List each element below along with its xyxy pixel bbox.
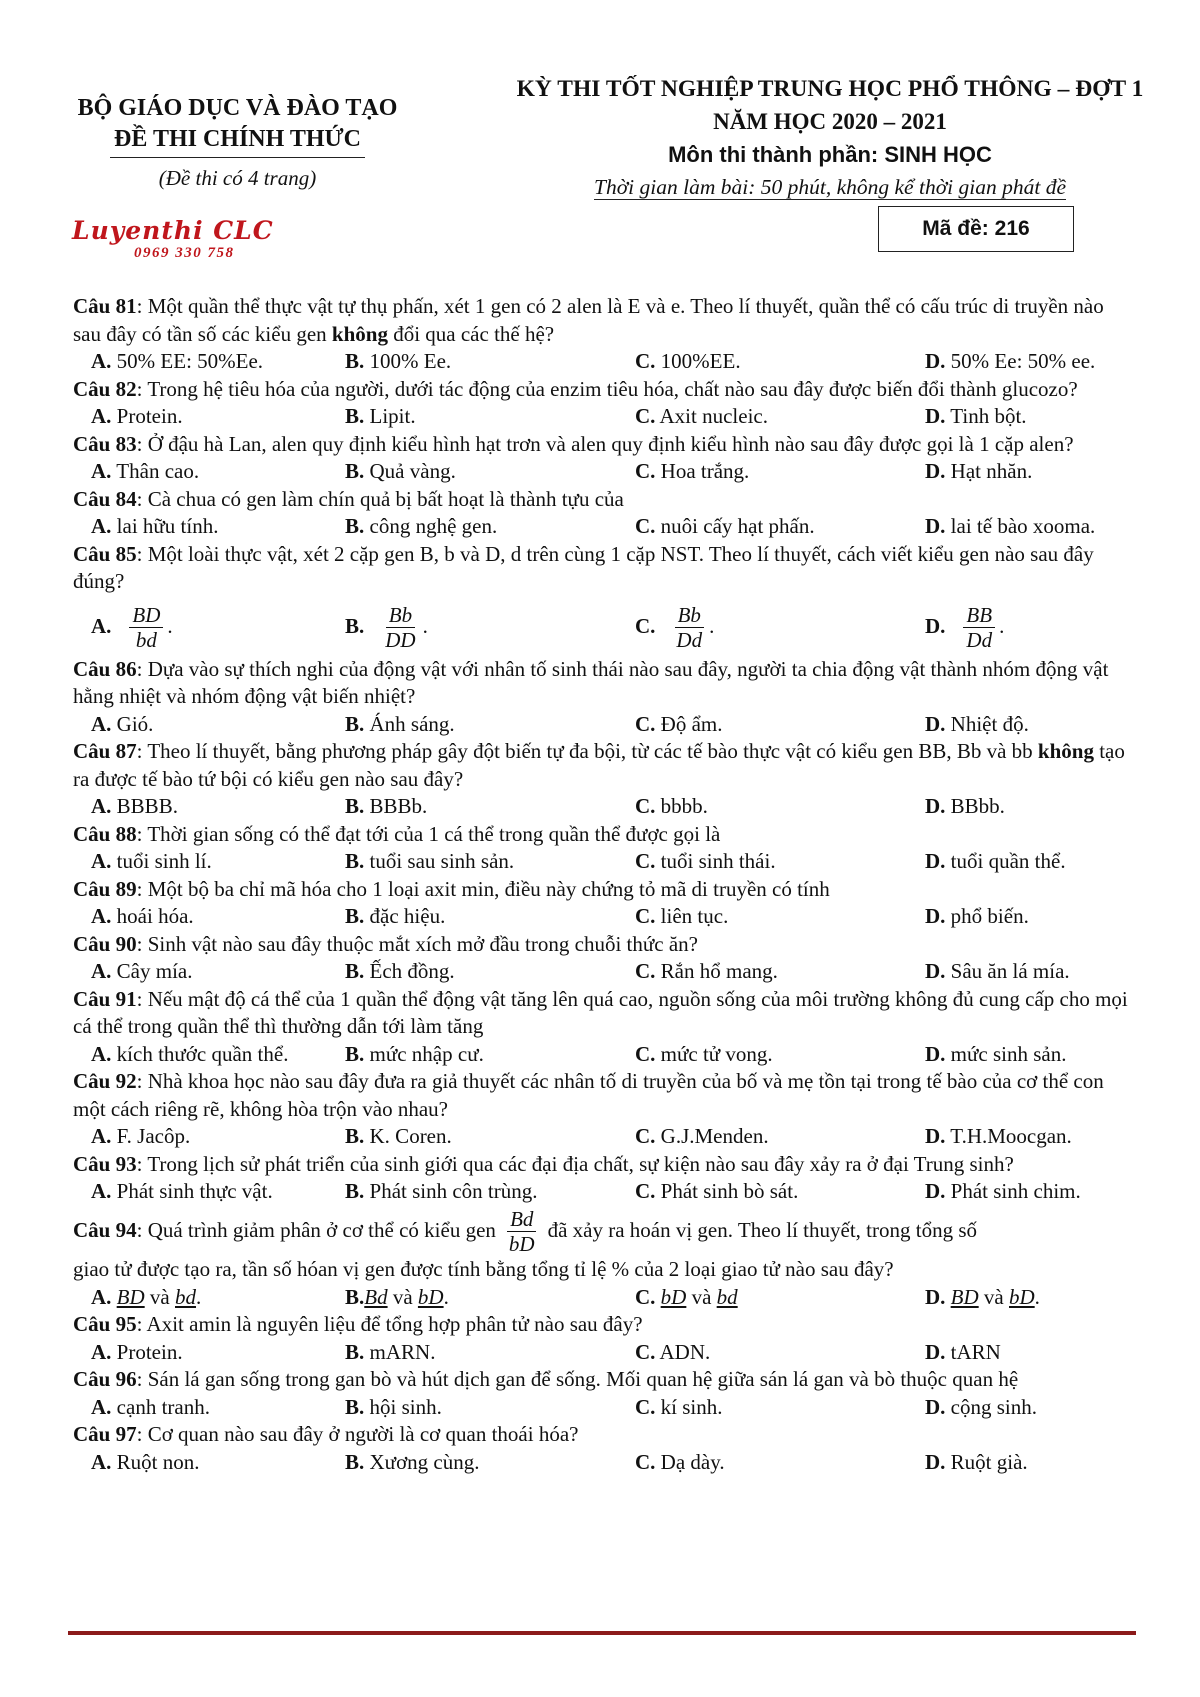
- question-88: Câu 88: Thời gian sống có thể đạt tới của 1 cá thể trong quần thể được gọi là: [73, 821, 721, 846]
- question-85: Câu 85: Một loài thực vật, xét 2 cặp gen B, b và D, d trên cùng 1 cặp NST. Theo lí thuyết, cách viết kiểu gen nào sau đây đúng?: [73, 541, 1094, 593]
- options-86: [73, 711, 1135, 739]
- brand-phone: 0969 330 758: [134, 245, 235, 261]
- option-d[interactable]: D. lai tế bào xooma.: [925, 514, 1096, 538]
- option-d[interactable]: D. Ruột già.: [925, 1449, 1028, 1474]
- option-a[interactable]: A. Gió.: [91, 711, 154, 736]
- option-c[interactable]: C. Hoa trắng.: [635, 459, 750, 483]
- option-a[interactable]: A. Protein.: [91, 1339, 183, 1364]
- options-97: [73, 1449, 1135, 1477]
- options-96: [73, 1394, 1135, 1422]
- question-93: Câu 93: Trong lịch sử phát triển của sinh giới qua các đại địa chất, sự kiện nào sau đây xảy ra ở đại Trung sinh?: [73, 1151, 1014, 1176]
- options-87: [73, 793, 1135, 821]
- option-b[interactable]: B. K. Coren.: [345, 1124, 452, 1148]
- option-b[interactable]: B. Ánh sáng.: [345, 711, 455, 736]
- question-87: Câu 87: Theo lí thuyết, bằng phương pháp gây đột biến tự đa bội, từ các tế bào thực vật có kiểu gen BB, Bb và bb không tạo ra được tế bào tứ bội có kiểu gen nào sau đây?: [73, 739, 1125, 791]
- genotype-fraction: $\frac{BD}{bd}$: [129, 603, 163, 652]
- option-b[interactable]: B. Lipit.: [345, 404, 416, 428]
- option-a[interactable]: A. BD và bd.: [91, 1284, 202, 1309]
- option-b[interactable]: B. $\frac{Bb}{DD}$ .: [345, 603, 428, 653]
- option-c[interactable]: C. Axit nucleic.: [635, 404, 768, 428]
- official-exam-label: ĐỀ THI CHÍNH THỨC: [110, 124, 365, 158]
- question-94-cont: giao tử được tạo ra, tần số hóan vị gen được tính bằng tổng tỉ lệ % của 2 loại giao tử nào sau đây?: [73, 1257, 894, 1282]
- question-81: Câu 81: Một quần thể thực vật tự thụ phấn, xét 1 gen có 2 alen là E và e. Theo lí thuyết, quần thể có cấu trúc di truyền nào sau đây có tần số các kiểu gen không đổi qua các thế hệ?: [73, 294, 1104, 346]
- option-b[interactable]: B. BBBb.: [345, 794, 428, 818]
- question-94: Câu 94: Quá trình giảm phân ở cơ thể có kiểu gen $\frac{Bd}{bD}$ đã xảy ra hoán vị gen. Theo lí thuyết, trong tổng số: [73, 1207, 978, 1257]
- options-83: [73, 458, 1135, 486]
- option-d[interactable]: D. tARN: [925, 1339, 1001, 1364]
- option-a[interactable]: A. $\frac{BD}{bd}$ .: [91, 603, 173, 653]
- options-92: [73, 1123, 1135, 1151]
- option-d[interactable]: D. phổ biến.: [925, 904, 1029, 928]
- exam-code-box: Mã đề: 216: [878, 206, 1074, 252]
- brand-logo: [72, 218, 274, 262]
- option-d[interactable]: D. Hạt nhăn.: [925, 459, 1033, 483]
- option-b[interactable]: B. mức nhập cư.: [345, 1041, 484, 1066]
- option-b[interactable]: B. Quả vàng.: [345, 459, 456, 483]
- option-c[interactable]: C. 100%EE.: [635, 349, 741, 373]
- question-95: Câu 95: Axit amin là nguyên liệu để tổng hợp phân tử nào sau đây?: [73, 1312, 643, 1337]
- pages-note: (Đề thi có 4 trang): [158, 166, 317, 190]
- option-c[interactable]: C. Rắn hổ mang.: [635, 959, 778, 983]
- options-94: [73, 1284, 1135, 1312]
- option-a[interactable]: A. Thân cao.: [91, 459, 200, 483]
- options-90: [73, 958, 1135, 986]
- option-c[interactable]: C. Độ ẩm.: [635, 711, 723, 736]
- question-86: Câu 86: Dựa vào sự thích nghi của động vật với nhân tố sinh thái nào sau đây, người ta chia động vật thành nhóm động vật hằng nhiệt và nhóm động vật biến nhiệt?: [73, 656, 1109, 708]
- option-a[interactable]: A. cạnh tranh.: [91, 1394, 210, 1419]
- brand-name: Luyenthi CLC: [72, 216, 274, 245]
- option-d[interactable]: D. Phát sinh chim.: [925, 1179, 1081, 1203]
- option-c[interactable]: C. ADN.: [635, 1339, 711, 1364]
- option-d[interactable]: D. cộng sinh.: [925, 1394, 1037, 1419]
- option-d[interactable]: D. mức sinh sản.: [925, 1041, 1067, 1066]
- option-d[interactable]: D. Sâu ăn lá mía.: [925, 959, 1070, 983]
- ministry-name: BỘ GIÁO DỤC VÀ ĐÀO TẠO: [77, 95, 398, 121]
- option-b[interactable]: B. công nghệ gen.: [345, 514, 498, 538]
- genotype-fraction: $\frac{BB}{Dd}$: [963, 603, 995, 652]
- options-95: [73, 1339, 1135, 1367]
- option-c[interactable]: C. liên tục.: [635, 904, 729, 928]
- exam-title: KỲ THI TỐT NGHIỆP TRUNG HỌC PHỔ THÔNG – ĐỢT 1: [516, 76, 1144, 102]
- option-d[interactable]: D. $\frac{BB}{Dd}$ .: [925, 603, 1005, 653]
- question-list: [73, 293, 1135, 1476]
- option-b[interactable]: B. 100% Ee.: [345, 349, 452, 373]
- question-82: Câu 82: Trong hệ tiêu hóa của người, dưới tác động của enzim tiêu hóa, chất nào sau đây được biến đổi thành glucozo?: [73, 376, 1078, 401]
- option-d[interactable]: D. BD và bD.: [925, 1284, 1040, 1309]
- option-c[interactable]: C. kí sinh.: [635, 1394, 723, 1419]
- genotype-fraction: $\frac{Bb}{DD}$: [385, 603, 416, 653]
- header-left: [70, 92, 405, 191]
- options-89: [73, 903, 1135, 931]
- question-90: Câu 90: Sinh vật nào sau đây thuộc mắt xích mở đầu trong chuỗi thức ăn?: [73, 931, 698, 956]
- time-note: Thời gian làm bài: 50 phút, không kể thời gian phát đề: [593, 175, 1067, 199]
- option-d[interactable]: D. Tinh bột.: [925, 404, 1027, 428]
- option-d[interactable]: D. tuổi quần thể.: [925, 849, 1066, 873]
- options-82: [73, 403, 1135, 431]
- option-d[interactable]: D. T.H.Moocgan.: [925, 1124, 1072, 1148]
- option-c[interactable]: C. Dạ dày.: [635, 1449, 725, 1474]
- subject: Môn thi thành phần: SINH HỌC: [668, 142, 992, 167]
- option-b[interactable]: B. Ếch đồng.: [345, 959, 455, 983]
- option-a[interactable]: A. tuổi sinh lí.: [91, 849, 212, 873]
- option-c[interactable]: C. tuổi sinh thái.: [635, 849, 776, 873]
- footer-rule: [68, 1631, 1136, 1635]
- option-c[interactable]: C. $\frac{Bb}{Dd}$ .: [635, 603, 715, 653]
- options-88: [73, 848, 1135, 876]
- option-c[interactable]: C. bD và bd: [635, 1284, 738, 1309]
- options-93: [73, 1178, 1135, 1206]
- option-d[interactable]: D. BBbb.: [925, 794, 1005, 818]
- option-a[interactable]: A. F. Jacôp.: [91, 1124, 191, 1148]
- genotype-fraction: $\frac{Bd}{bD}$: [508, 1207, 535, 1257]
- option-a[interactable]: A. Cây mía.: [91, 959, 193, 983]
- option-a[interactable]: A. BBBB.: [91, 794, 178, 818]
- option-a[interactable]: A. 50% EE: 50%Ee.: [91, 349, 264, 373]
- option-c[interactable]: C. G.J.Menden.: [635, 1124, 769, 1148]
- header-right: [480, 72, 1180, 202]
- option-d[interactable]: D. Nhiệt độ.: [925, 711, 1029, 736]
- option-d[interactable]: D. 50% Ee: 50% ee.: [925, 349, 1096, 373]
- option-c[interactable]: C. nuôi cấy hạt phấn.: [635, 514, 815, 538]
- option-c[interactable]: C. bbbb.: [635, 794, 708, 818]
- option-c[interactable]: C. Phát sinh bò sát.: [635, 1179, 799, 1203]
- genotype-fraction: $\frac{Bb}{Dd}$: [676, 603, 703, 653]
- option-b[interactable]: B. Phát sinh côn trùng.: [345, 1179, 538, 1203]
- option-b[interactable]: B. đặc hiệu.: [345, 904, 446, 928]
- question-84: Câu 84: Cà chua có gen làm chín quả bị bất hoạt là thành tựu của: [73, 486, 624, 511]
- question-91: Câu 91: Nếu mật độ cá thể của 1 quần thể động vật tăng lên quá cao, nguồn sống của môi trường không đủ cung cấp cho mọi cá thể trong quần thể thì thường dẫn tới làm tăng: [73, 986, 1128, 1038]
- option-a[interactable]: A. kích thước quần thể.: [91, 1041, 289, 1066]
- option-b[interactable]: B. mARN.: [345, 1339, 436, 1364]
- option-a[interactable]: A. Ruột non.: [91, 1449, 200, 1474]
- option-b[interactable]: B. hội sinh.: [345, 1394, 442, 1419]
- option-c[interactable]: C. mức tử vong.: [635, 1041, 773, 1066]
- question-89: Câu 89: Một bộ ba chỉ mã hóa cho 1 loại axit min, điều này chứng tỏ mã di truyền có tính: [73, 876, 830, 901]
- option-b[interactable]: B. Xương cùng.: [345, 1449, 480, 1474]
- option-a[interactable]: A. lai hữu tính.: [91, 514, 219, 538]
- option-a[interactable]: A. Protein.: [91, 404, 183, 428]
- question-83: Câu 83: Ở đậu hà Lan, alen quy định kiểu hình hạt trơn và alen quy định kiểu hình nào sau đây được gọi là 1 cặp alen?: [73, 431, 1074, 456]
- options-81: [73, 348, 1135, 376]
- question-96: Câu 96: Sán lá gan sống trong gan bò và hút dịch gan để sống. Mối quan hệ giữa sán lá gan và bò thuộc quan hệ: [73, 1367, 1019, 1392]
- options-85: [73, 596, 1135, 656]
- option-a[interactable]: A. Phát sinh thực vật.: [91, 1179, 273, 1203]
- option-a[interactable]: A. hoái hóa.: [91, 904, 194, 928]
- question-97: Câu 97: Cơ quan nào sau đây ở người là cơ quan thoái hóa?: [73, 1422, 579, 1447]
- option-b[interactable]: B. tuổi sau sinh sản.: [345, 849, 515, 873]
- option-b[interactable]: B.Bd và bD.: [345, 1284, 449, 1309]
- options-91: [73, 1041, 1135, 1069]
- question-92: Câu 92: Nhà khoa học nào sau đây đưa ra giả thuyết các nhân tố di truyền của bố và mẹ tồn tại trong tế bào của cơ thể con một cách riêng rẽ, không hòa trộn vào nhau?: [73, 1069, 1104, 1121]
- options-84: [73, 513, 1135, 541]
- school-year: NĂM HỌC 2020 – 2021: [713, 109, 947, 134]
